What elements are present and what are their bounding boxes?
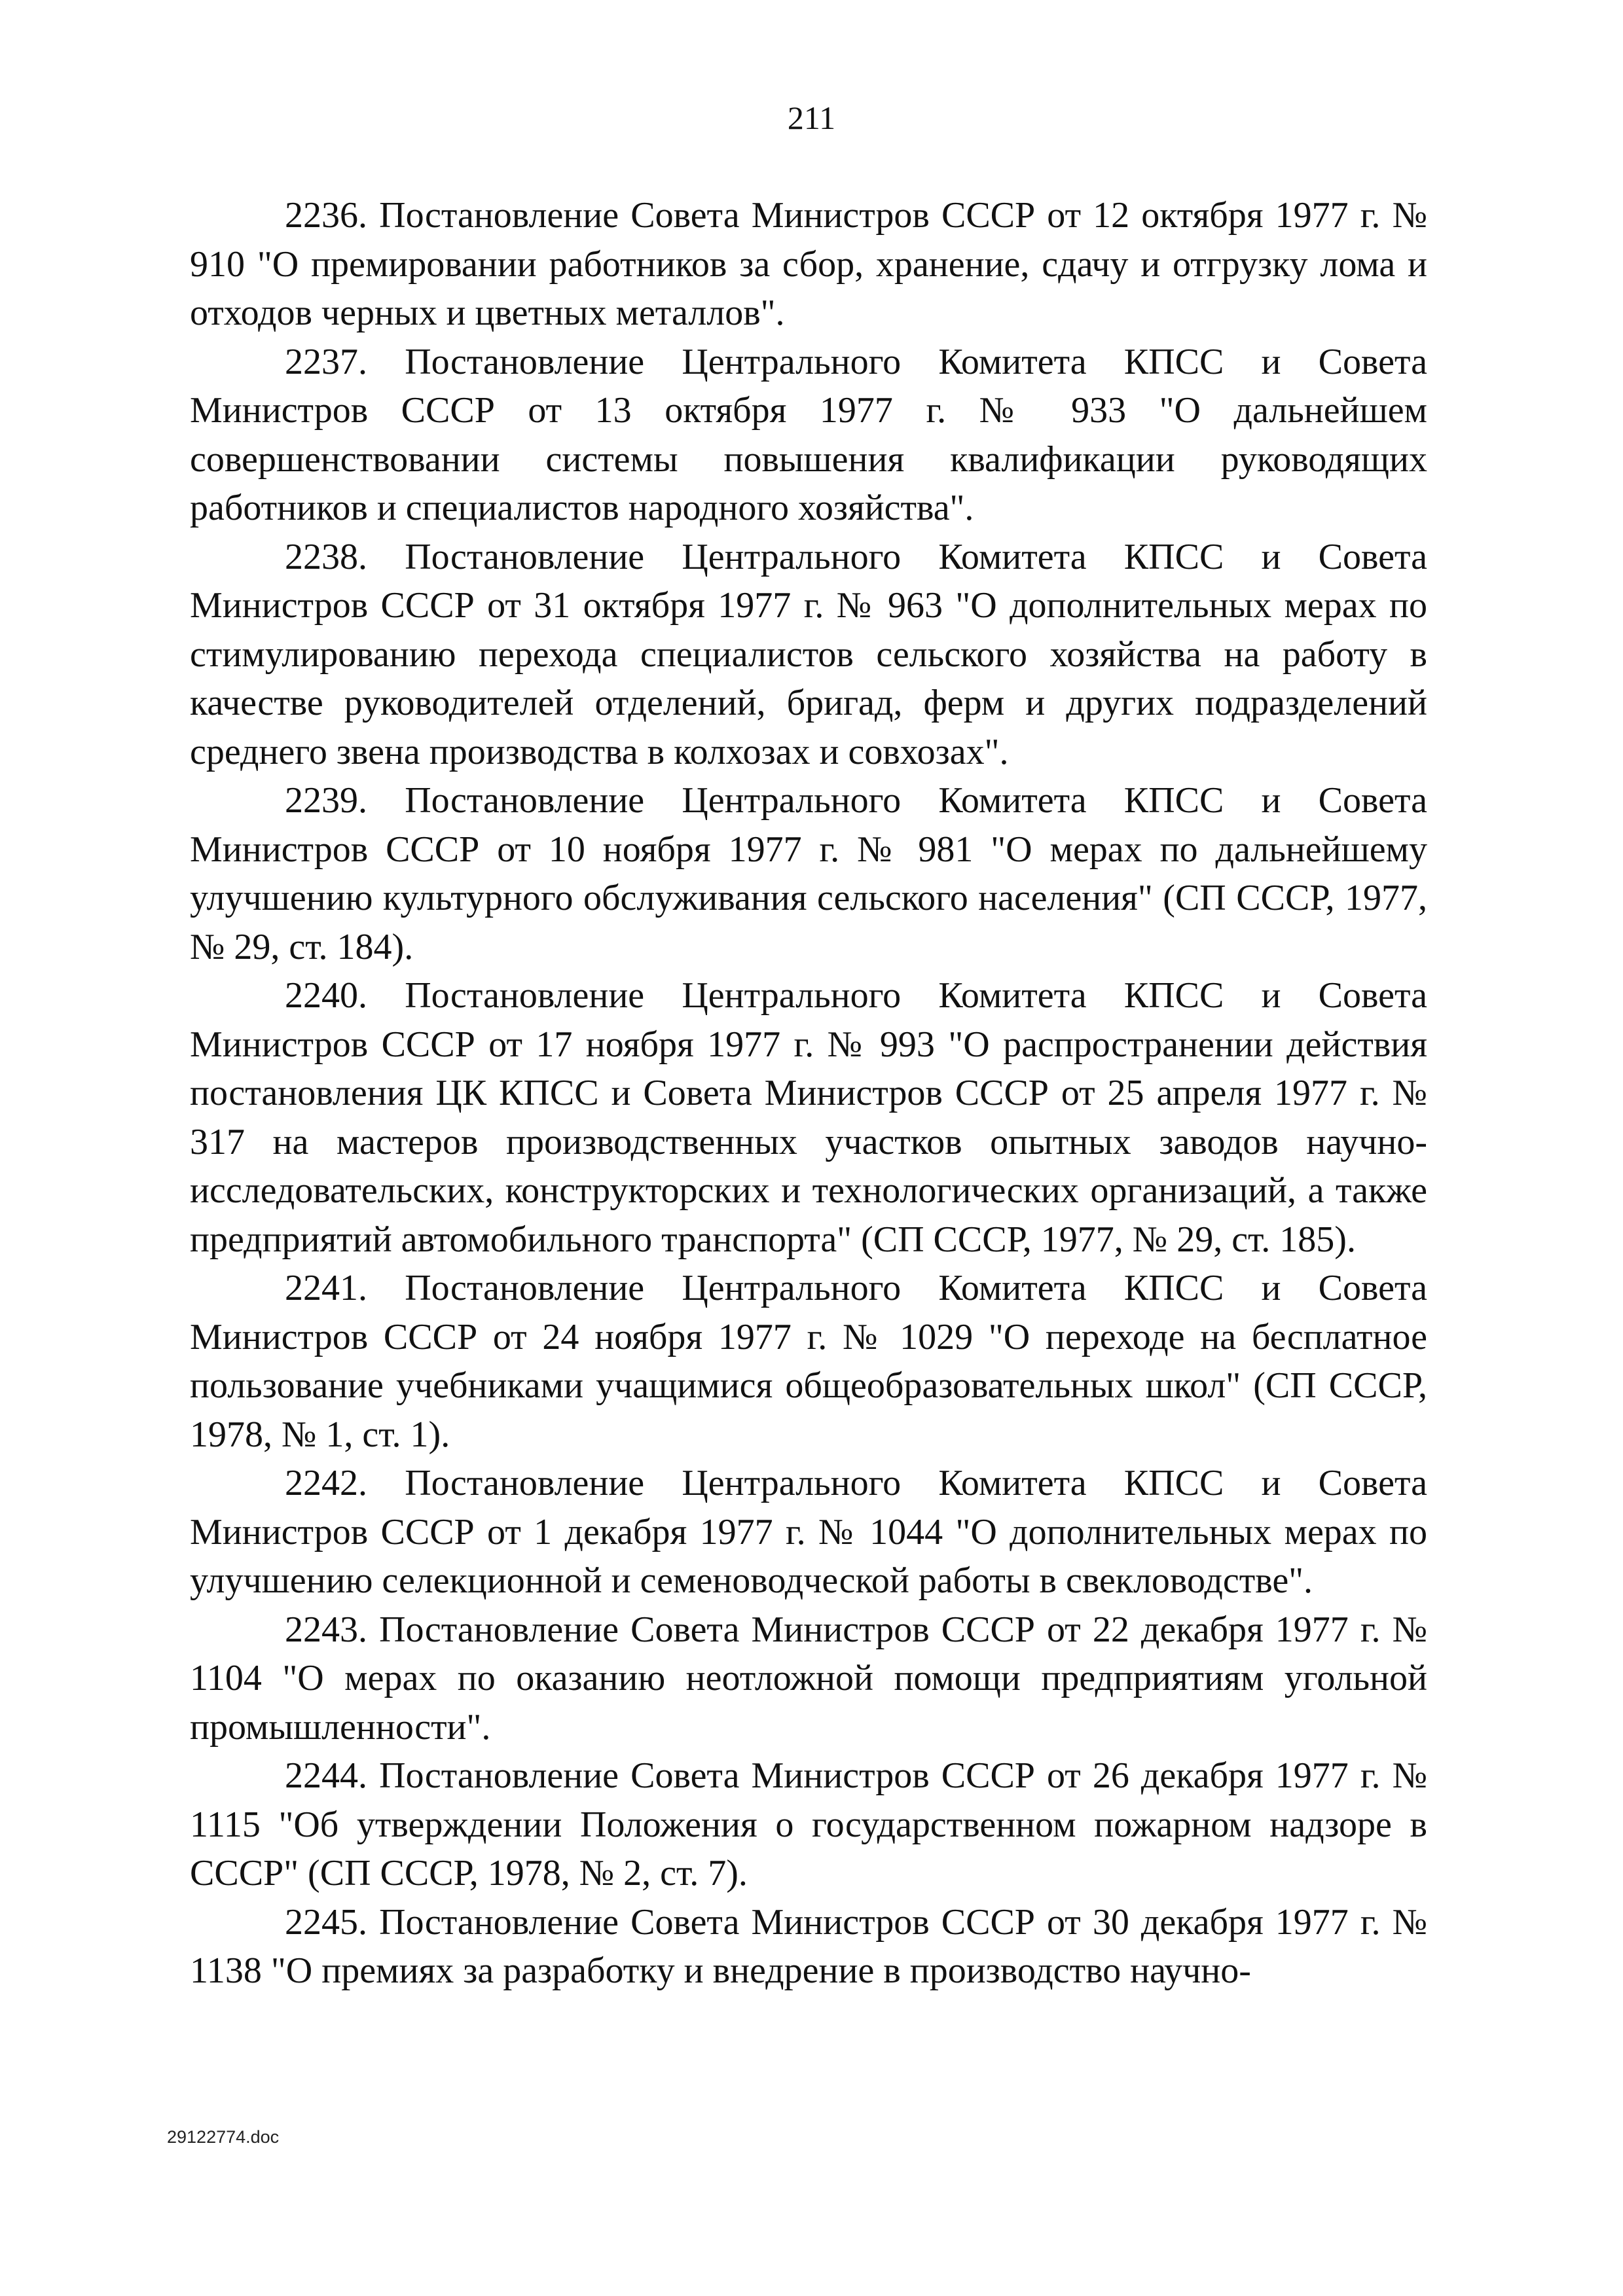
list-item: 2240. Постановление Центрального Комитета КПСС и Совета Министров СССР от 17 ноября 1977 г. № 993 "О распространении действия постановления ЦК КПСС и Совета Министров СССР от 25 апреля 1977 г. № 317 на мастеров производственных участков опытных заводов научно-исследовательских, конструкторских и технологических организаций, а также предприятий автомобильного транспорта" (СП СССР, 1977, № 29, ст. 185). xyxy=(190,975,1427,1260)
list-item: 2243. Постановление Совета Министров СССР от 22 декабря 1977 г. № 1104 "О мерах по оказанию неотложной помощи предприятиям угольной промышленности". xyxy=(190,1609,1427,1748)
list-item: 2241. Постановление Центрального Комитета КПСС и Совета Министров СССР от 24 ноября 1977 г. № 1029 "О переходе на бесплатное пользование учебниками учащимися общеобразовательных школ" (СП СССР, 1978, № 1, ст. 1). xyxy=(190,1268,1427,1455)
list-item: 2242. Постановление Центрального Комитета КПСС и Совета Министров СССР от 1 декабря 1977 г. № 1044 "О дополнительных мерах по улучшению селекционной и семеноводческой работы в свекловодстве". xyxy=(190,1463,1427,1601)
list-item: 2239. Постановление Центрального Комитета КПСС и Совета Министров СССР от 10 ноября 1977 г. № 981 "О мерах по дальнейшему улучшению культурного обслуживания сельского населения" (СП СССР, 1977, № 29, ст. 184). xyxy=(190,780,1427,967)
list-item: 2238. Постановление Центрального Комитета КПСС и Совета Министров СССР от 31 октября 1977 г. № 963 "О дополнительных мерах по стимулированию перехода специалистов сельского хозяйства на работу в качестве руководителей отделений, бригад, ферм и других подразделений среднего звена производства в колхозах и совхозах". xyxy=(190,536,1427,772)
page-number: 211 xyxy=(787,99,836,136)
list-item: 2245. Постановление Совета Министров СССР от 30 декабря 1977 г. № 1138 "О премиях за разработку и внедрение в производство научно- xyxy=(190,1901,1427,1991)
list-item: 2237. Постановление Центрального Комитета КПСС и Совета Министров СССР от 13 октября 1977 г. № 933 "О дальнейшем совершенствовании системы повышения квалификации руководящих работников и специалистов народного хозяйства". xyxy=(190,341,1427,528)
list-item: 2236. Постановление Совета Министров СССР от 12 октября 1977 г. № 910 "О премировании работников за сбор, хранение, сдачу и отгрузку лома и отходов черных и цветных металлов". xyxy=(190,195,1427,333)
footer-filename: 29122774.doc xyxy=(167,2127,280,2147)
document-body xyxy=(190,191,1427,1996)
list-item: 2244. Постановление Совета Министров СССР от 26 декабря 1977 г. № 1115 "Об утверждении Положения о государственном пожарном надзоре в СССР" (СП СССР, 1978, № 2, ст. 7). xyxy=(190,1755,1427,1893)
